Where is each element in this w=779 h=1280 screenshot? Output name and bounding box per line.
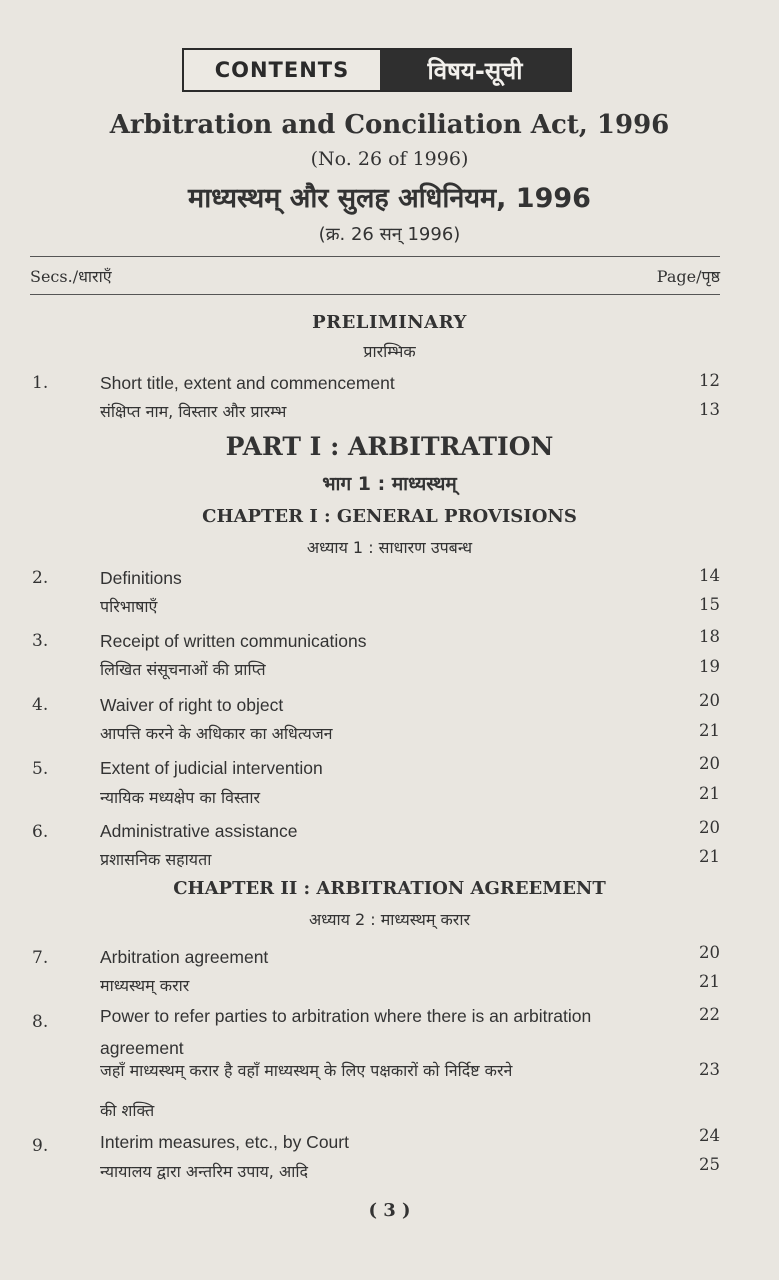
page-ref: 15 — [699, 595, 720, 614]
section-number: 1. — [32, 373, 49, 393]
page-ref: 18 — [699, 627, 720, 646]
section-title-hindi[interactable]: लिखित संसूचनाओं की प्राप्ति — [100, 660, 266, 679]
act-title: Arbitration and Conciliation Act, 1996 — [109, 110, 670, 140]
section-title-hindi[interactable]: प्रशासनिक सहायता — [100, 850, 212, 869]
page-ref: 14 — [699, 566, 720, 585]
section-number: 2. — [32, 568, 49, 588]
chapter-1-heading: CHAPTER I : GENERAL PROVISIONS — [202, 506, 577, 527]
page-ref: 20 — [699, 818, 720, 837]
preliminary-heading: PRELIMINARY — [312, 312, 467, 333]
page-ref: 20 — [699, 754, 720, 773]
section-title-hindi[interactable]: आपत्ति करने के अधिकार का अधित्यजन — [100, 724, 333, 743]
section-title[interactable]: Arbitration agreement — [100, 947, 269, 967]
section-title-hindi[interactable]: माध्यस्थम् करार — [100, 976, 190, 995]
act-number: (No. 26 of 1996) — [310, 148, 469, 170]
section-title[interactable]: Power to refer parties to arbitration where there is an arbitration — [100, 1006, 592, 1026]
sections-column-header: Secs./धाराएँ — [30, 267, 112, 286]
page-ref: 21 — [699, 721, 720, 740]
section-title-hindi[interactable]: न्यायालय द्वारा अन्तरिम उपाय, आदि — [100, 1162, 308, 1181]
top-rule — [30, 256, 720, 257]
chapter-2-heading-hindi: अध्याय 2 : माध्यस्थम् करार — [308, 910, 471, 929]
chapter-2-heading: CHAPTER II : ARBITRATION AGREEMENT — [173, 878, 606, 899]
section-title[interactable]: Waiver of right to object — [100, 695, 284, 715]
act-title-hindi: माध्यस्थम् और सुलह अधिनियम, 1996 — [188, 183, 591, 214]
section-title-hindi[interactable]: संक्षिप्त नाम, विस्तार और प्रारम्भ — [100, 402, 287, 421]
section-title-hindi[interactable]: जहाँ माध्यस्थम् करार है वहाँ माध्यस्थम् के लिए पक्षकारों को निर्दिष्ट करने — [100, 1061, 513, 1080]
section-number: 4. — [32, 695, 49, 715]
page-ref: 13 — [699, 400, 720, 419]
section-title[interactable]: Definitions — [100, 568, 182, 588]
page-ref: 23 — [699, 1060, 720, 1079]
section-number: 3. — [32, 631, 49, 651]
section-number: 7. — [32, 948, 49, 968]
section-title[interactable]: Interim measures, etc., by Court — [100, 1132, 349, 1152]
page-ref: 12 — [699, 371, 720, 390]
chapter-1-heading-hindi: अध्याय 1 : साधारण उपबन्ध — [306, 538, 473, 557]
banner-english: CONTENTS — [184, 50, 380, 90]
page-ref: 21 — [699, 972, 720, 991]
page-ref: 21 — [699, 847, 720, 866]
section-title-hindi-continued[interactable]: की शक्ति — [100, 1101, 155, 1120]
section-title[interactable]: Extent of judicial intervention — [100, 758, 323, 778]
section-title[interactable]: Receipt of written communications — [100, 631, 367, 651]
act-number-hindi: (क्र. 26 सन् 1996) — [318, 224, 461, 245]
page-number: ( 3 ) — [368, 1200, 411, 1221]
section-title[interactable]: Short title, extent and commencement — [100, 373, 395, 393]
page-ref: 25 — [699, 1155, 720, 1174]
preliminary-heading-hindi: प्रारम्भिक — [363, 342, 416, 361]
page-column-header: Page/पृष्ठ — [656, 267, 720, 286]
section-number: 6. — [32, 822, 49, 842]
section-number: 8. — [32, 1012, 49, 1032]
page-ref: 19 — [699, 657, 720, 676]
section-number: 9. — [32, 1136, 49, 1156]
contents-banner — [182, 48, 572, 92]
banner-hindi: विषय-सूची — [380, 50, 570, 90]
section-title-continued[interactable]: agreement — [100, 1038, 184, 1058]
page-ref: 22 — [699, 1005, 720, 1024]
page-ref: 20 — [699, 943, 720, 962]
part-1-heading: PART I : ARBITRATION — [225, 432, 554, 461]
section-title-hindi[interactable]: न्यायिक मध्यक्षेप का विस्तार — [100, 788, 261, 807]
page-ref: 24 — [699, 1126, 720, 1145]
section-title[interactable]: Administrative assistance — [100, 821, 298, 841]
page-ref: 20 — [699, 691, 720, 710]
part-1-heading-hindi: भाग 1 : माध्यस्थम् — [322, 473, 457, 495]
section-title-hindi[interactable]: परिभाषाएँ — [100, 597, 158, 616]
section-number: 5. — [32, 759, 49, 779]
header-rule — [30, 294, 720, 295]
page-ref: 21 — [699, 784, 720, 803]
